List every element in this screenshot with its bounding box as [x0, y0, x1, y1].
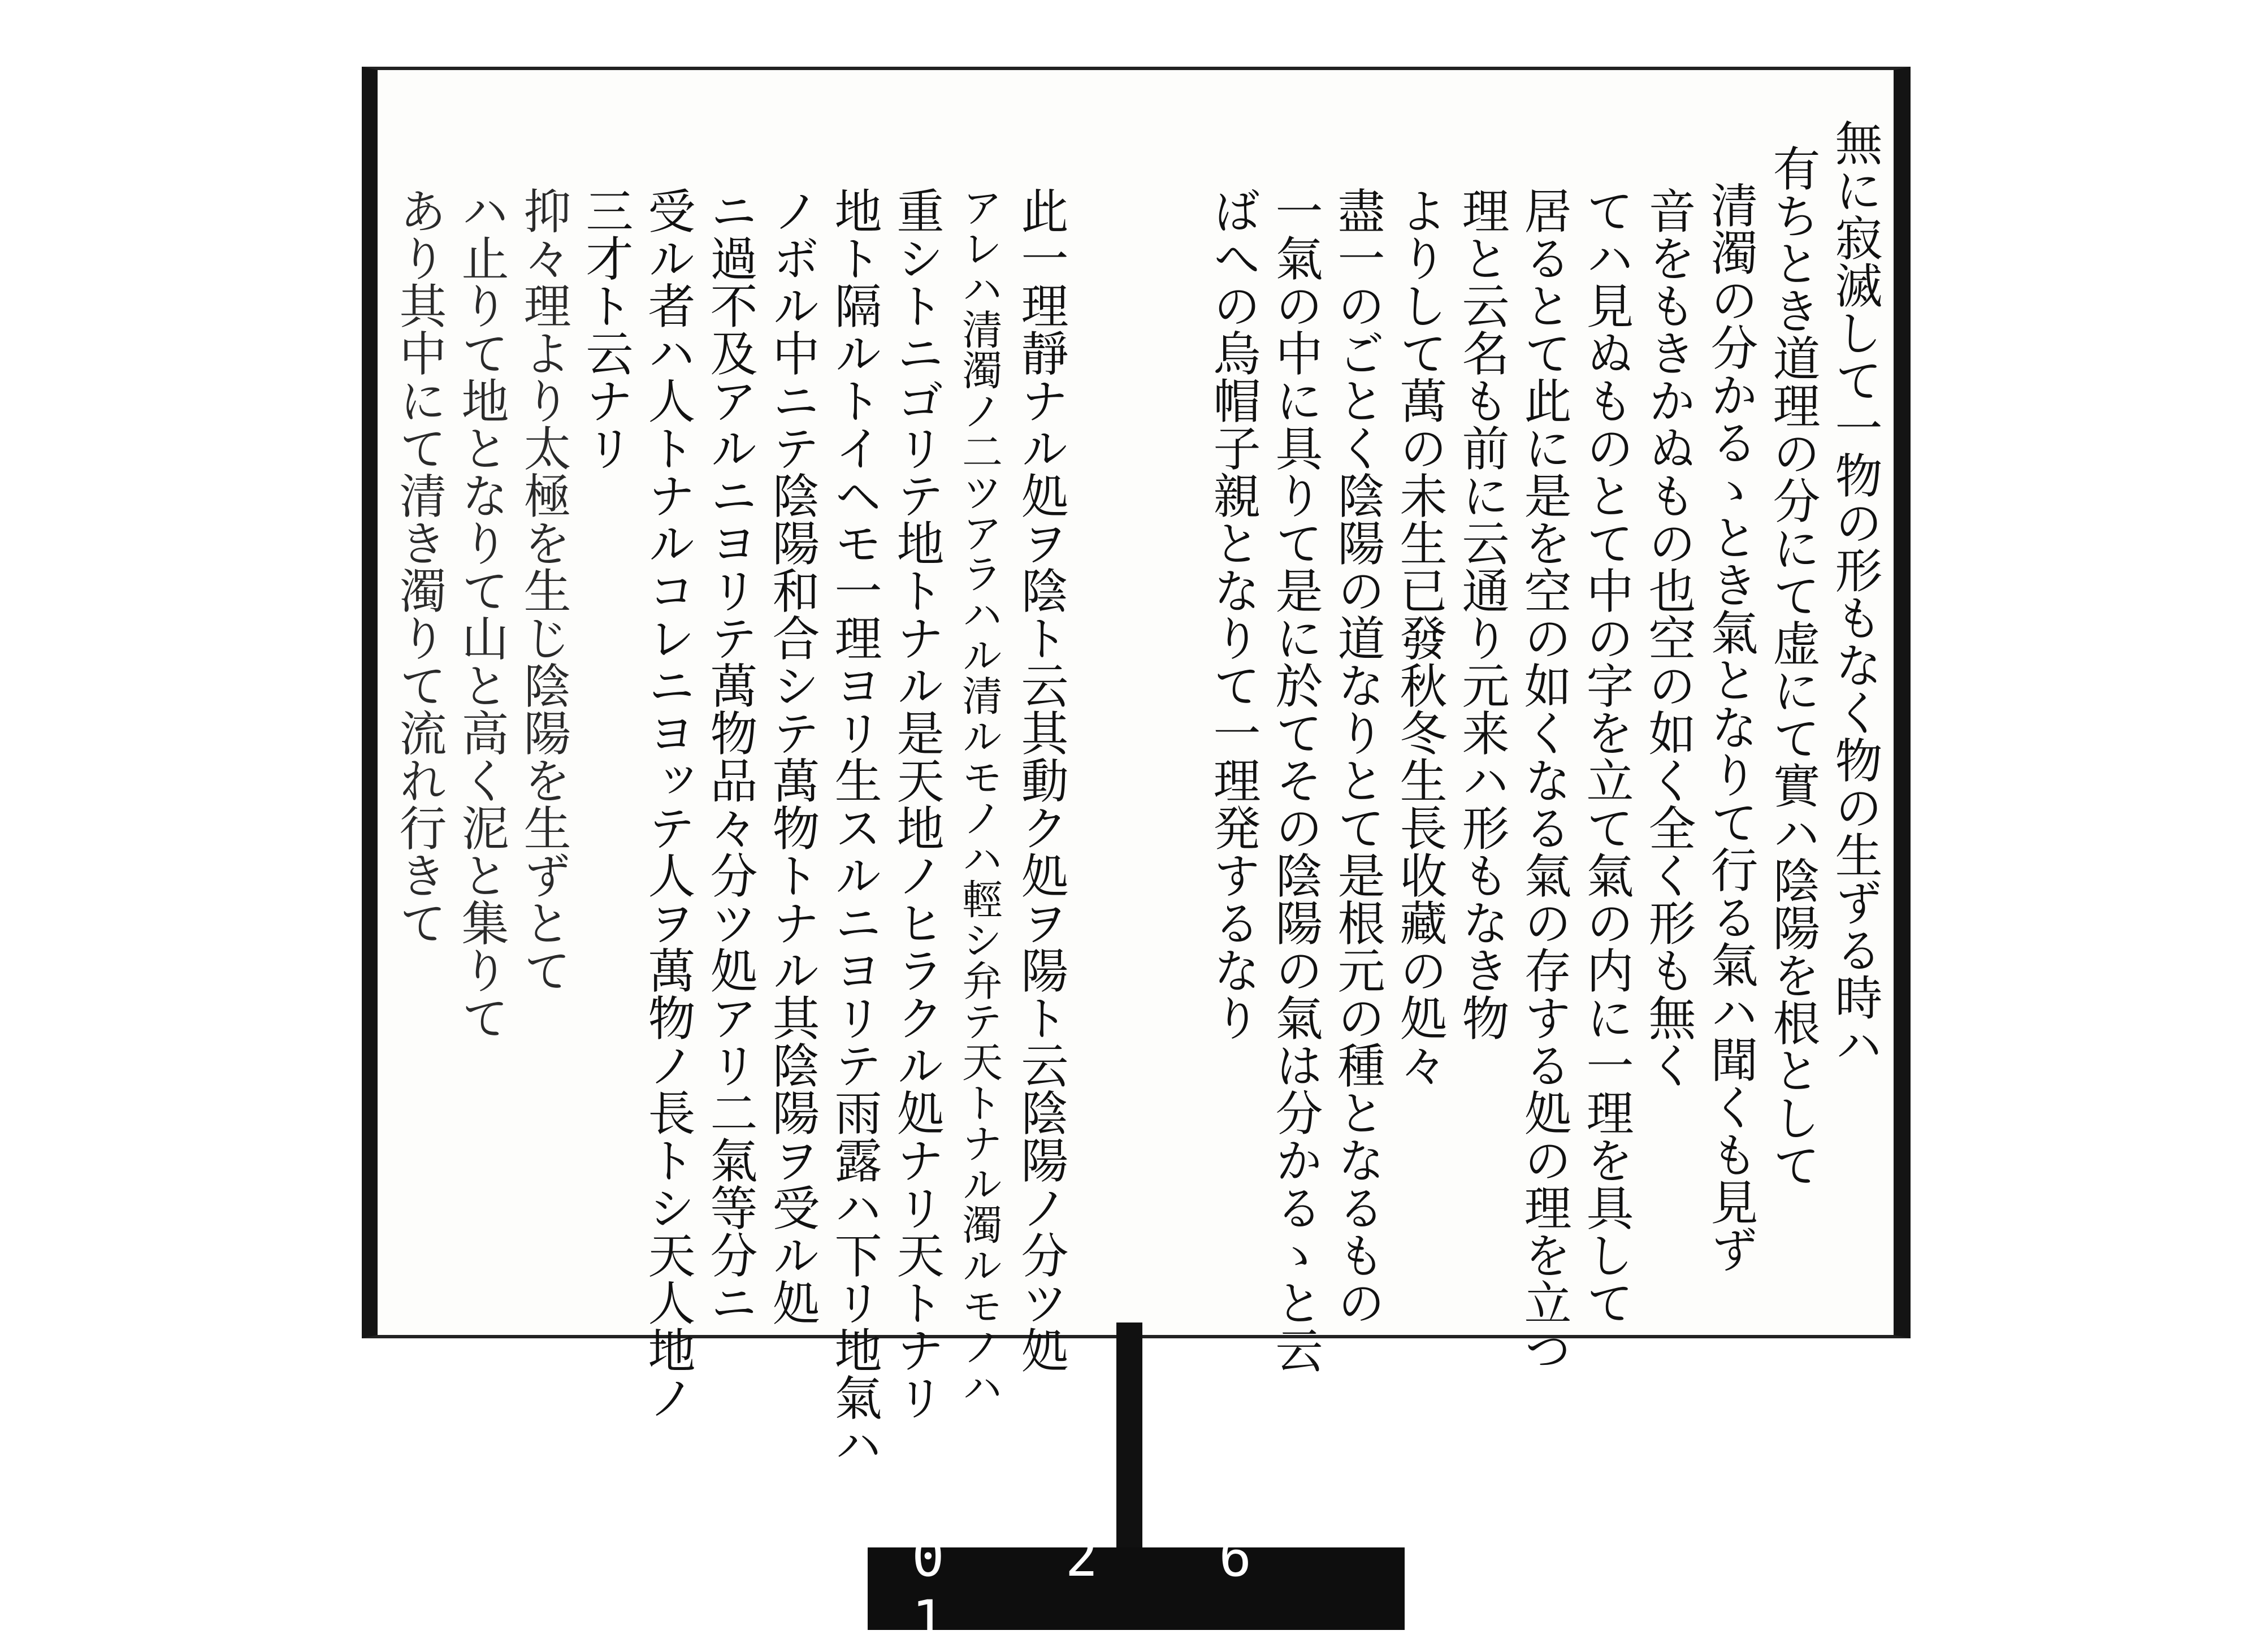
page-number: 0 2 6 1 — [912, 1525, 1296, 1652]
left-page-line-11: あり其中にて清き濁りて流れ行きて — [392, 187, 447, 946]
right-page-line-7: 理と云名も前に云通り元来ハ形もなき物 — [1454, 187, 1510, 1041]
right-page-line-4: 音をもきかぬもの也空の如く全く形も無く — [1641, 187, 1696, 1089]
right-page-line-10: 一氣の中に具りて是に於てその陰陽の氣は分かるゝと云 — [1268, 187, 1323, 1373]
right-page-line-8: よりして萬の未生已發秋冬生長收藏の処々 — [1392, 187, 1448, 1089]
page-number-bar — [868, 1525, 1405, 1652]
left-page-line-6: ニ過不及アルニヨリテ萬物品々分ツ処アリ二氣等分ニ — [703, 187, 758, 1326]
left-page-line-8: 三才ト云ナリ — [578, 187, 634, 471]
left-page-line-7: 受ル者ハ人トナルコレニヨッテ人ヲ萬物ノ長トシ天人地ノ — [640, 187, 696, 1421]
left-page-line-2: アレハ清濁ノ二ツアラハル清ルモノハ輕シ弁テ天トナル濁ルモノハ — [955, 187, 1003, 1407]
right-page-line-1: 無に寂滅して一物の形もなく物の生ずる時ハ — [1827, 119, 1883, 1068]
left-page-line-10: ハ止りて地となりて山と高く泥と集りて — [454, 187, 509, 1041]
right-page-line-6: 居るとて此に是を空の如くなる氣の存する処の理を立つ — [1517, 187, 1572, 1373]
right-page-line-9: 盡一のごとく陰陽の道なりとて是根元の種となるもの — [1330, 187, 1385, 1326]
left-page-line-1: 此一理靜ナル処ヲ陰ト云其動ク処ヲ陽ト云陰陽ノ分ツ処 — [1013, 187, 1069, 1373]
left-page-line-4: 地ト隔ルトイヘモ一理ヨリ生スルニヨリテ雨露ハ下リ地氣ハ — [827, 187, 882, 1468]
right-page-line-5: てハ見ぬものとて中の字を立て氣の内に一理を具して — [1579, 187, 1634, 1326]
binding-strip — [1116, 1323, 1142, 1549]
left-page-line-5: ノボル中ニテ陰陽和合シテ萬物トナル其陰陽ヲ受ル処 — [765, 187, 820, 1326]
right-page-line-11: ばへの烏帽子親となりて一理発するなり — [1206, 187, 1261, 1041]
right-page-line-2: 有ちとき道理の分にて虚にて實ハ陰陽を根として — [1765, 144, 1821, 1189]
left-page-line-3: 重シトニゴリテ地トナル是天地ノヒラクル処ナリ天トナリ — [889, 187, 945, 1421]
left-page-line-9: 抑々理より太極を生じ陰陽を生ずとて — [516, 187, 571, 994]
right-page-line-3: 清濁の分かるゝとき氣となりて行る氣ハ聞くも見ず — [1703, 181, 1758, 1273]
